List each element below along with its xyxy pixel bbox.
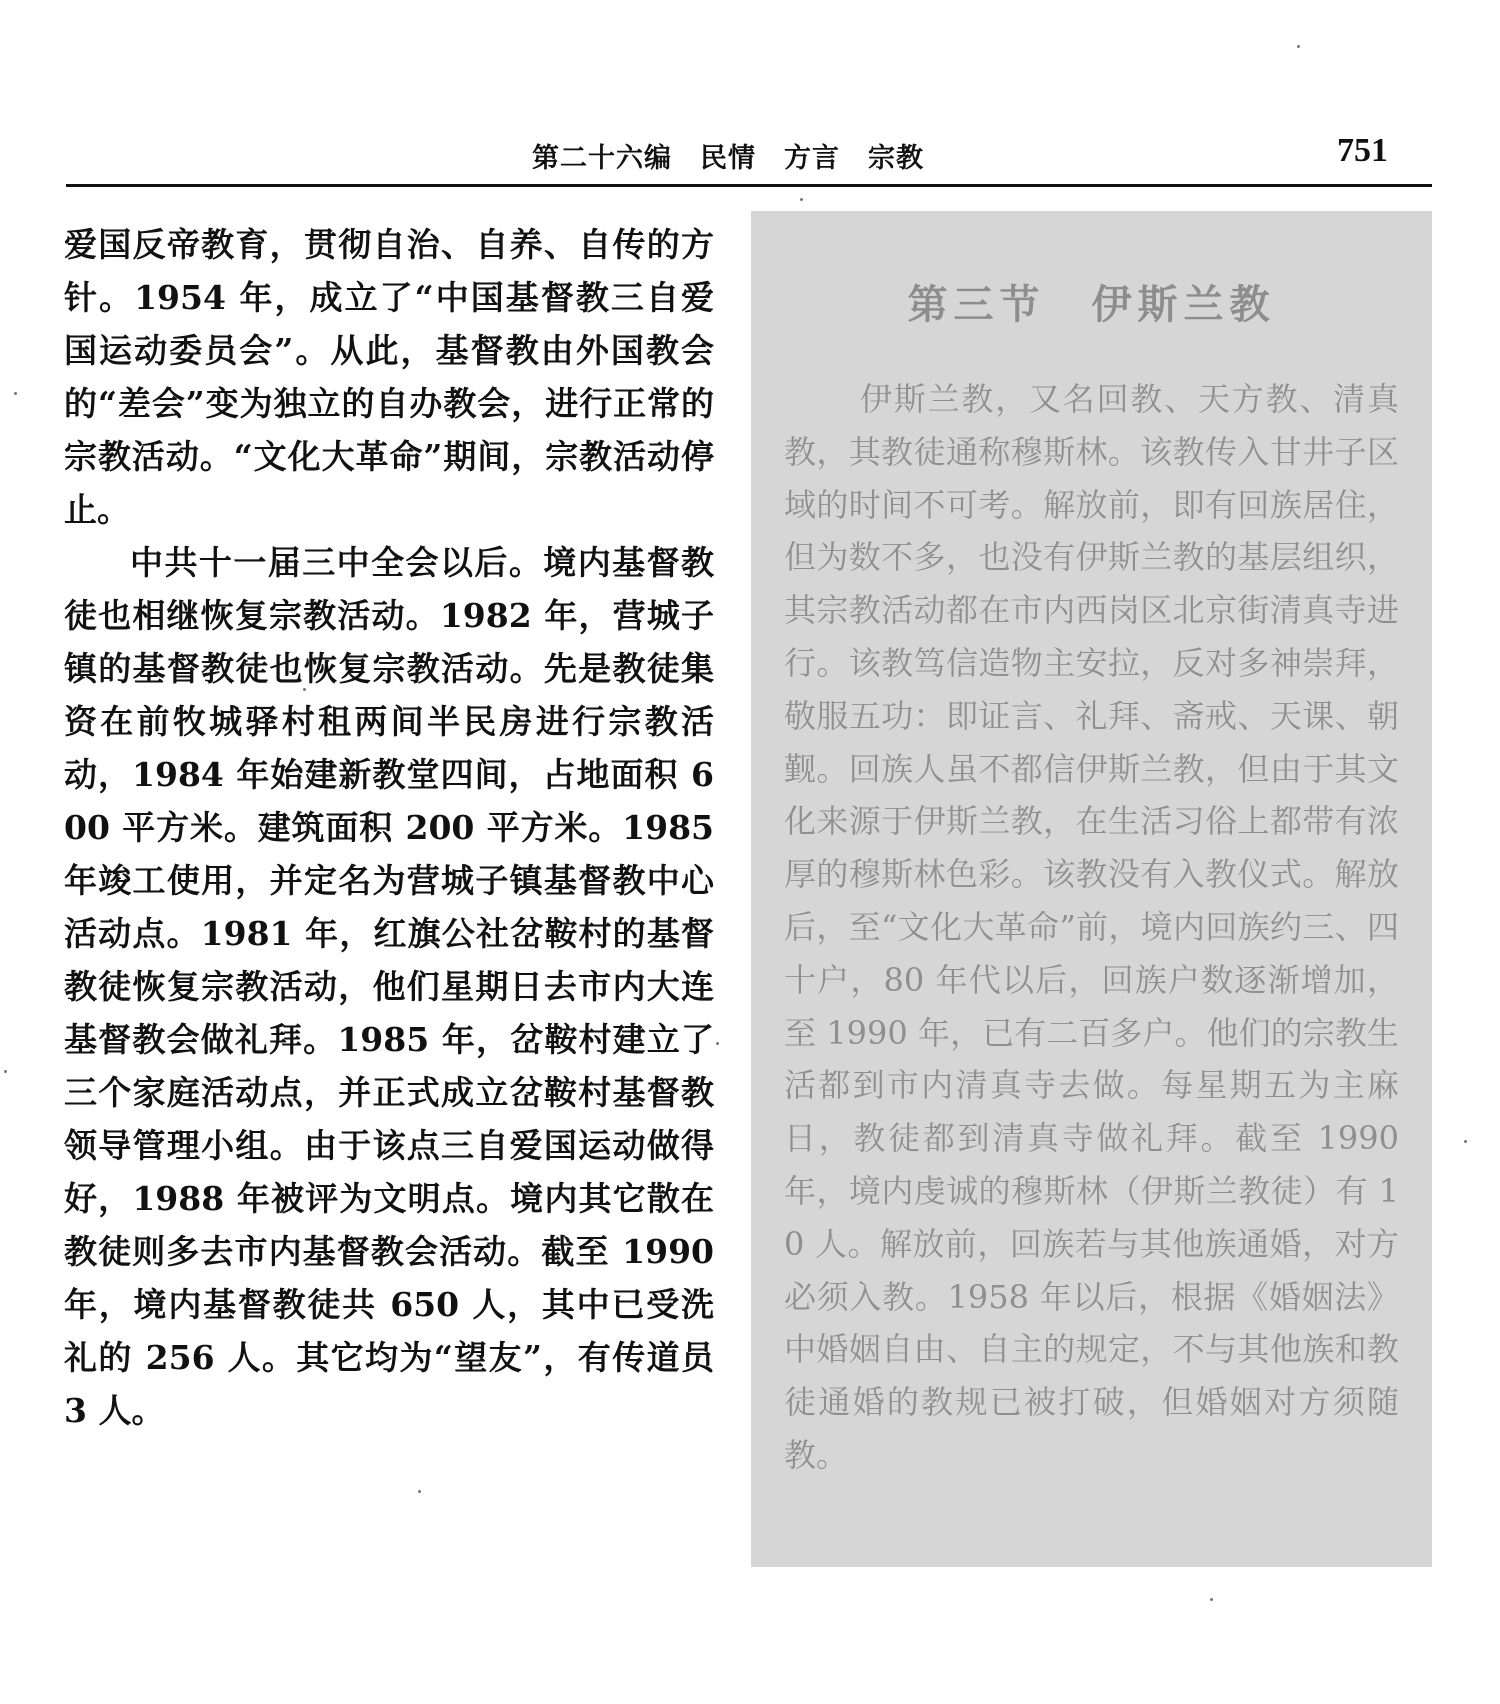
- islam-paragraph: 伊斯兰教，又名回教、天方教、清真教，其教徒通称穆斯林。该教传入甘井子区域的时间不可考。解放前，即有回族居住，但为数不多，也没有伊斯兰教的基层组织，其宗教活动都在市内西岗区北京街清真寺进行。该教笃信造物主安拉，反对多神崇拜，敬服五功：即证言、礼拜、斋戒、天课、朝觐。回族人虽不都信伊斯兰教，但由于其文化来源于伊斯兰教，在生活习俗上都带有浓厚的穆斯林色彩。该教没有入教仪式。解放后，至“文化大革命”前，境内回族约三、四十户，80 年代以后，回族户数逐渐增加，至 1990 年，已有二百多户。他们的宗教生活都到市内清真寺去做。每星期五为主麻日，教徒都到清真寺做礼拜。截至 1990 年，境内虔诚的穆斯林（伊斯兰教徒）有 10 人。解放前，回族若与其他族通婚，对方必须入教。1958 年以后，根据《婚姻法》中婚姻自由、自主的规定，不与其他族和教徒通婚的教规已被打破，但婚姻对方须随教。: [784, 380, 1399, 1474]
- scan-speck: [716, 1042, 719, 1045]
- scan-speck: [14, 392, 17, 395]
- scan-speck: [1210, 1598, 1213, 1601]
- left-text-column: [64, 218, 714, 1437]
- running-header: [66, 130, 1432, 186]
- header-divider: [66, 184, 1432, 187]
- scan-speck: [1464, 1140, 1467, 1143]
- section-heading: 第三节 伊斯兰教: [907, 281, 1276, 328]
- page-number: 751: [1337, 132, 1388, 169]
- scan-speck: [303, 688, 306, 691]
- islam-section-body: [784, 373, 1399, 1482]
- scan-speck: [1297, 45, 1300, 48]
- left-paragraph-1: 爱国反帝教育，贯彻自治、自养、自传的方针。1954 年，成立了“中国基督教三自爱国运动委员会”。从此，基督教由外国教会的“差会”变为独立的自办教会，进行正常的宗教活动。“文化大革命”期间，宗教活动停止。: [64, 225, 714, 529]
- scan-speck: [418, 1490, 421, 1493]
- scan-speck: [800, 198, 803, 201]
- running-header-title: 第二十六编 民情 方言 宗教: [532, 143, 924, 174]
- islam-section-panel: [751, 211, 1432, 1567]
- left-paragraph-2: 中共十一届三中全会以后。境内基督教徒也相继恢复宗教活动。1982 年，营城子镇的基督教徒也恢复宗教活动。先是教徒集资在前牧城驿村租两间半民房进行宗教活动，1984 年始建新教堂四间，占地面积 600 平方米。建筑面积 200 平方米。1985 年竣工使用，并定名为营城子镇基督教中心活动点。1981 年，红旗公社岔鞍村的基督教徒恢复宗教活动，他们星期日去市内大连基督教会做礼拜。1985 年，岔鞍村建立了三个家庭活动点，并正式成立岔鞍村基督教领导管理小组。由于该点三自爱国运动做得好，1988 年被评为文明点。境内其它散在教徒则多去市内基督教会活动。截至 1990 年，境内基督教徒共 650 人，其中已受洗礼的 256 人。其它均为“望友”，有传道员 3 人。: [64, 543, 714, 1430]
- scan-speck: [4, 1070, 7, 1073]
